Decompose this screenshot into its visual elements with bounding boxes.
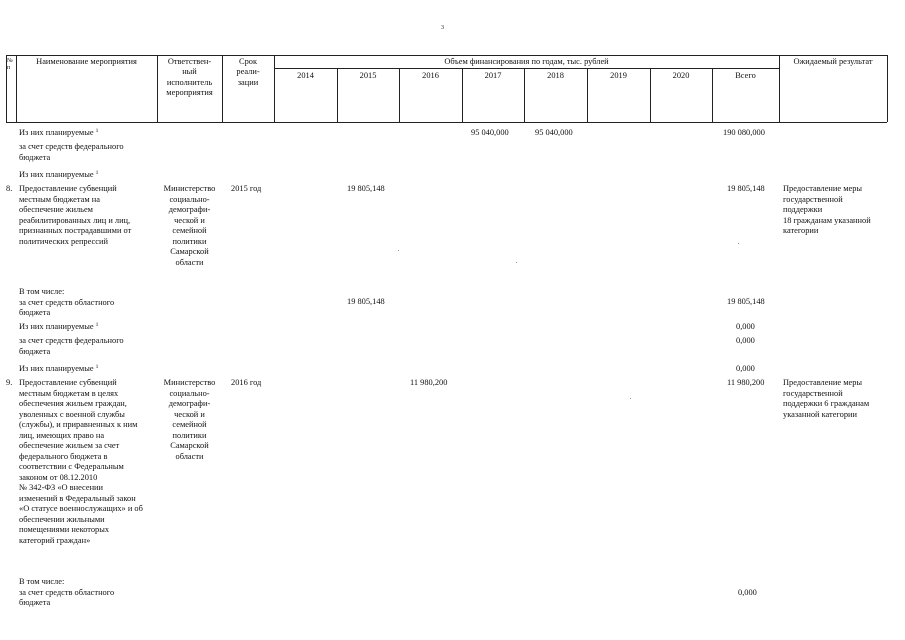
header-total: Всего: [735, 71, 756, 80]
item9-term: 2016 год: [231, 378, 262, 387]
item9-responsible: Министерство социально- демографи- ческой и семейной политики Самарской области: [163, 378, 216, 461]
row-planned-2017: 95 040,000: [471, 128, 509, 137]
row-planned-label: Из них планируемые $^1$: [19, 128, 99, 137]
header-year-2019: 2019: [610, 71, 627, 80]
item8-planned-total: 0,000: [736, 322, 755, 331]
header-year-2020: 2020: [672, 71, 690, 80]
row-planned-2018: 95 040,000: [535, 128, 573, 137]
header-result: Ожидаемый результат: [793, 57, 873, 66]
item9-name: Предоставление субвенций местным бюджетам в целях обеспечения жильем граждан, уволенных с военной службы (службы), и приравненных к ним лиц, имеющих право на обеспечение жильем за счет федерального бюджета в соответствии с Федеральным законом от 08.12.2010 № 342-ФЗ «О внесении изменений в Федеральный закон «О статусе военнослужащих» и об обеспечении жильными помещениями некоторых категорий граждан»: [19, 378, 143, 545]
row-federal-label: за счет средств федерального бюджета: [19, 142, 124, 162]
item8-regional-2015: 19 805,148: [347, 297, 385, 306]
header-year-2017: 2017: [484, 71, 502, 80]
item8-num: 8.: [6, 184, 13, 193]
item8-name: Предоставление субвенций местным бюджетам на обеспечение жильем реабилитированных лиц и лиц, признанных пострадавшими от политических репрессий: [19, 184, 132, 246]
item9-total: 11 980,200: [727, 378, 765, 387]
page-number: 3: [441, 25, 444, 31]
item9-num: 9.: [6, 378, 13, 387]
item9-2016: 11 980,200: [410, 378, 448, 387]
item8-total: 19 805,148: [727, 184, 765, 193]
item8-federal-label: за счет средств федерального бюджета: [19, 336, 124, 356]
item8-federal-total: 0,000: [736, 336, 755, 345]
item8-planned-label: Из них планируемые $^1$: [19, 322, 99, 331]
item8-regional-total: 19 805,148: [727, 297, 765, 306]
header-financing: Объем финансирования по годам, тыс. рублей: [444, 57, 609, 66]
row-planned-total: 190 080,000: [723, 128, 765, 137]
item8-result: Предоставление меры государственной поддержки 18 гражданам указанной категории: [783, 184, 871, 235]
item8-planned-total-2: 0,000: [736, 364, 755, 373]
item9-regional-total: 0,000: [738, 588, 757, 597]
row-planned-label-2: Из них планируемые $^1$: [19, 170, 99, 179]
header-num: № п: [7, 58, 13, 71]
header-year-2018: 2018: [547, 71, 564, 80]
header-term: Срок реали- зации: [236, 57, 260, 87]
item8-planned-label-2: Из них планируемые $^1$: [19, 364, 99, 373]
header-year-2015: 2015: [359, 71, 377, 80]
header-name: Наименование мероприятия: [36, 57, 137, 66]
item9-result: Предоставление меры государственной поддержки 6 гражданам указанной категории: [783, 378, 870, 419]
item8-responsible: Министерство социально- демографи- ческой и семейной политики Самарской области: [163, 184, 216, 267]
item8-2015: 19 805,148: [347, 184, 385, 193]
header-year-2016: 2016: [422, 71, 439, 80]
item8-regional-label: В том числе: за счет средств областного бюджета: [19, 287, 115, 317]
header-responsible: Ответствен- ный исполнитель мероприятия: [166, 57, 213, 97]
item8-term: 2015 год: [231, 184, 262, 193]
header-year-2014: 2014: [297, 71, 314, 80]
item9-regional-label: В том числе: за счет средств областного бюджета: [19, 577, 115, 607]
